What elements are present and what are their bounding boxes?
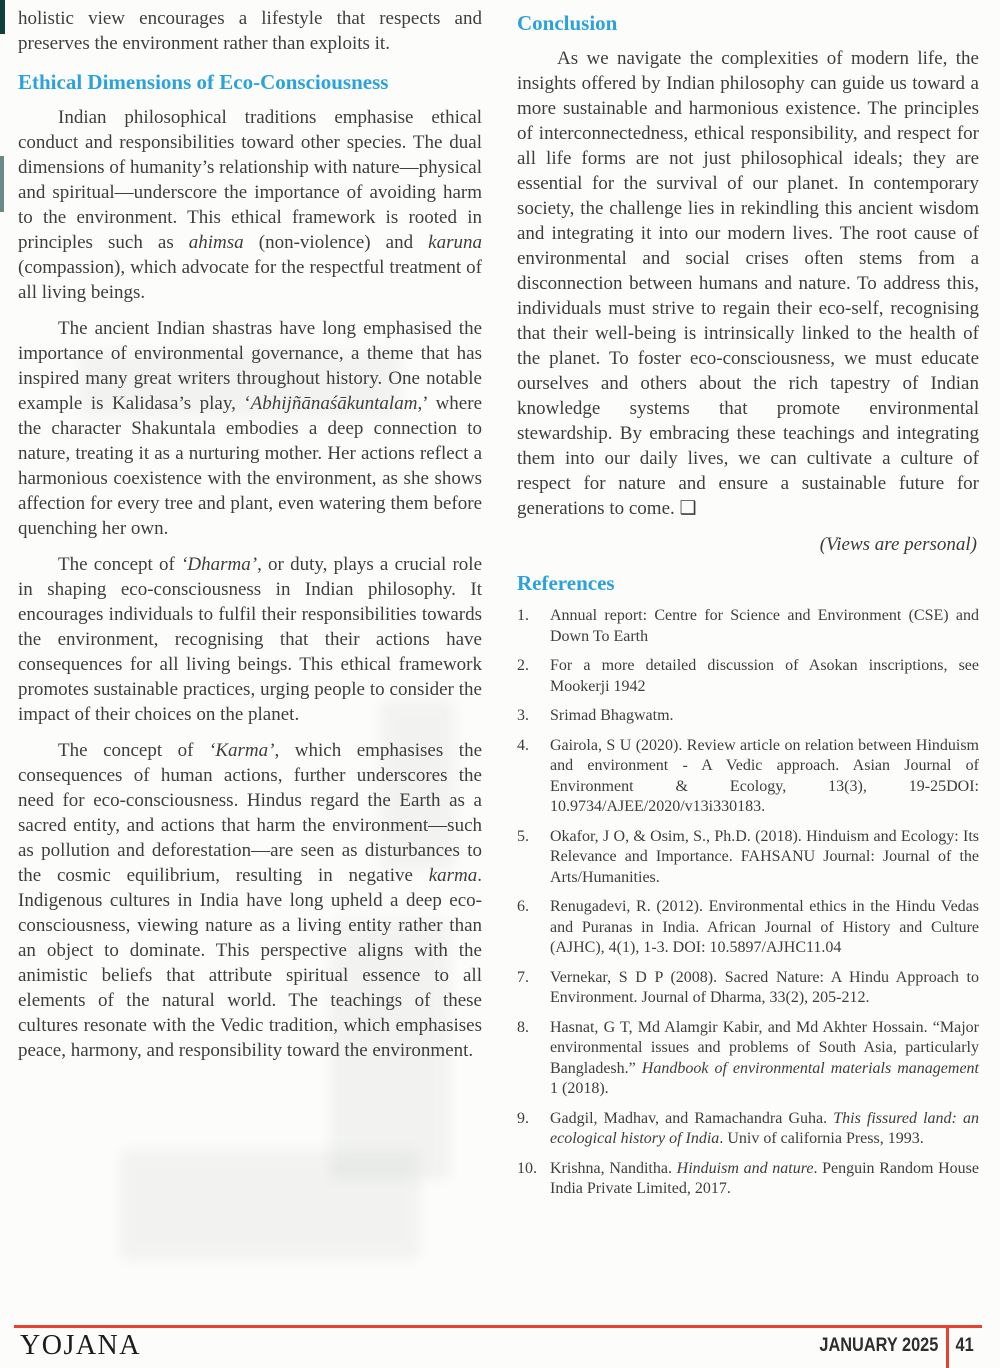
page-number — [948, 1334, 982, 1358]
reference-item — [517, 1109, 979, 1150]
section-heading: Conclusion — [517, 11, 618, 35]
page-showthrough-artifact — [120, 1150, 420, 1260]
text-run: , which emphasises the consequences of human actions, further underscores the need for eco-consciousness. Hindus regard the Earth as a sacred entity, and actions that harm the environment—such as pollution and deforestation—are seen as disturbances to the cosmic equilibrium, resulting in negative — [18, 740, 482, 886]
text-run: Renugadevi, R. (2012). Environmental ethics in the Hindu Vedas and Puranas in India. African Journal of History and Culture (AJHC), 4(1), 1-3. DOI: 10.5897/AJHC11.04 — [550, 898, 979, 956]
italic-text-run: This fissured land: an ecological history of India — [550, 1109, 980, 1147]
text-run: Gadgil, Madhav, and Ramachandra Guha. — [550, 1109, 834, 1127]
reference-number: 6. — [517, 898, 529, 915]
magazine-title: YOJANA — [20, 1330, 141, 1361]
text-run: For a more detailed discussion of Asokan inscriptions, see Mookerji 1942 — [550, 657, 979, 695]
reference-text — [550, 897, 979, 959]
reference-item — [517, 827, 979, 889]
text-run: (compassion), which advocate for the respectful treatment of all living beings. — [18, 257, 482, 303]
text-run: Gairola, S U (2020). Review article on relation between Hinduism and environment - A Vedic approach. Asian Journal of Environment & Ecology, 13(3), 19-25DOI: 10.9734/AJEE/2020/v13i330183. — [550, 736, 979, 815]
section-heading: References — [517, 571, 615, 595]
italic-text-run: Abhijñānaśākuntalam — [250, 393, 418, 414]
italic-text-run: Handbook of environmental materials management — [641, 1059, 980, 1077]
paragraph — [18, 316, 482, 541]
article-column-left — [18, 6, 482, 1074]
reference-item — [517, 736, 979, 818]
reference-text — [550, 736, 979, 818]
italic-text-run: (Views are personal) — [819, 534, 977, 555]
reference-number: 9. — [517, 1109, 529, 1127]
reference-item — [517, 1159, 979, 1200]
text-run: , or duty, plays a crucial role in shaping eco-consciousness in Indian philosophy. It encourages individuals to fulfil their responsibilities towards the environment, recognising that their actions have consequences for all living beings. This ethical framework promotes sustainable practices, urging people to consider the impact of their choices on the planet. — [18, 554, 482, 725]
text-run: . Indigenous cultures in India have long upheld a deep eco-consciousness, viewing nature as a living entity rather than an object to dominate. This perspective aligns with the animistic beliefs that attribute spiritual essence to all elements of the natural world. The teachings of these cultures resonate with the Vedic tradition, which emphasises peace, harmony, and responsibility toward the environment. — [18, 865, 482, 1061]
issue-date-text: JANUARY 2025 — [819, 1335, 938, 1356]
reference-text — [550, 827, 979, 889]
reference-number: 2. — [517, 657, 529, 674]
text-run: . Penguin Random House India Private Limited, 2017. — [550, 1159, 980, 1197]
italic-text-run: Hinduism and nature — [676, 1159, 814, 1177]
text-run: As we navigate the complexities of modern life, the insights offered by Indian philosophy can guide us toward a more sustainable and harmonious existence. The principles of interconnectedness, ethical responsibility, and respect for all life forms are not just philosophical ideals; they are essential for the survival of our planet. In contemporary society, the challenge lies in rekindling this ancient wisdom and integrating it into our modern lives. The root cause of environmental and social crises often stems from a disconnection between humans and nature. To address this, individuals must strive to regain their eco-self, recognising that their well-being is intrinsically linked to the health of the planet. To foster eco-consciousness, we must educate ourselves and others about the rich tapestry of Indian knowledge systems that promote environmental stewardship. By embracing these teachings and integrating them into our daily lives, we can cultivate a culture of respect for nature and ensure a sustainable future for generations to come. ❑ — [517, 48, 979, 519]
reference-item — [517, 897, 979, 959]
reference-number: 7. — [517, 968, 529, 986]
reference-number: 1. — [517, 607, 529, 624]
byline — [517, 532, 977, 557]
reference-number: 5. — [517, 827, 529, 845]
reference-item — [517, 968, 979, 1009]
scan-edge-artifact — [0, 156, 4, 212]
text-run: (non-violence) and — [243, 232, 429, 253]
text-run: Okafor, J O, & Osim, S., Ph.D. (2018). Hinduism and Ecology: Its Relevance and Importance. FAHSANU Journal: Journal of the Arts/Humanities. — [550, 827, 979, 886]
paragraph — [18, 552, 482, 727]
italic-text-run: karma — [428, 865, 478, 886]
issue-date — [800, 1334, 938, 1358]
reference-number: 4. — [517, 736, 529, 754]
text-run: The concept of — [58, 740, 210, 761]
text-run: ,’ where the character Shakuntala embodies a deep connection to nature, treating it as a nurturing mother. Her actions reflect a harmonious coexistence with the environment, as she shows affection for every tree and plant, even watering them before quenching her own. — [18, 393, 482, 539]
italic-text-run: karuna — [428, 232, 482, 253]
reference-text — [550, 968, 979, 1009]
reference-number: 8. — [517, 1018, 529, 1036]
reference-item — [517, 706, 979, 727]
reference-text — [550, 1018, 979, 1100]
reference-item — [517, 656, 979, 697]
reference-text — [550, 1109, 979, 1150]
text-run: holistic view encourages a lifestyle that respects and preserves the environment rather than exploits it. — [18, 8, 482, 54]
italic-text-run: ahimsa — [188, 232, 244, 253]
paragraph — [18, 6, 482, 56]
reference-text — [550, 656, 979, 697]
section-heading: Ethical Dimensions of Eco-Consciousness — [18, 70, 389, 94]
scan-edge-artifact — [0, 0, 5, 34]
reference-item — [517, 606, 979, 647]
text-run: 1 (2018). — [550, 1080, 609, 1097]
reference-text — [550, 1159, 979, 1200]
text-run: Annual report: Centre for Science and Environment (CSE) and Down To Earth — [550, 607, 979, 645]
reference-number: 3. — [517, 707, 529, 724]
text-run: Indian philosophical traditions emphasise ethical conduct and responsibilities toward other species. The dual dimensions of humanity’s relationship with nature—physical and spiritual—underscore the importance of avoiding harm to the environment. This ethical framework is rooted in principles such as — [18, 107, 482, 253]
reference-number: 10. — [517, 1159, 537, 1177]
footer-rule — [14, 1325, 982, 1328]
paragraph — [517, 46, 979, 521]
page-number-text: 41 — [955, 1335, 975, 1356]
text-run: The ancient Indian shastras have long emphasised the importance of environmental governance, a theme that has inspired many great writers throughout history. One notable example is Kalidasa’s play, ‘ — [18, 318, 482, 414]
text-run: Hasnat, G T, Md Alamgir Kabir, and Md Akhter Hossain. “Major environmental issues and problems of South Asia, particularly Bangladesh.” — [550, 1018, 979, 1077]
reference-text — [550, 606, 979, 647]
text-run: Vernekar, S D P (2008). Sacred Nature: A Hindu Approach to Environment. Journal of Dharma, 33(2), 205-212. — [550, 968, 979, 1006]
text-run: Srimad Bhagwatm. — [550, 707, 674, 724]
paragraph — [18, 738, 482, 1063]
paragraph — [18, 105, 482, 305]
article-column-right — [517, 6, 979, 1209]
italic-text-run: ‘Dharma’ — [181, 554, 258, 575]
text-run: The concept of — [58, 554, 182, 575]
reference-text — [550, 706, 979, 727]
reference-item — [517, 1018, 979, 1100]
italic-text-run: ‘Karma’ — [209, 740, 275, 761]
text-run: . Univ of california Press, 1993. — [719, 1130, 924, 1147]
text-run: Krishna, Nanditha. — [550, 1159, 677, 1177]
